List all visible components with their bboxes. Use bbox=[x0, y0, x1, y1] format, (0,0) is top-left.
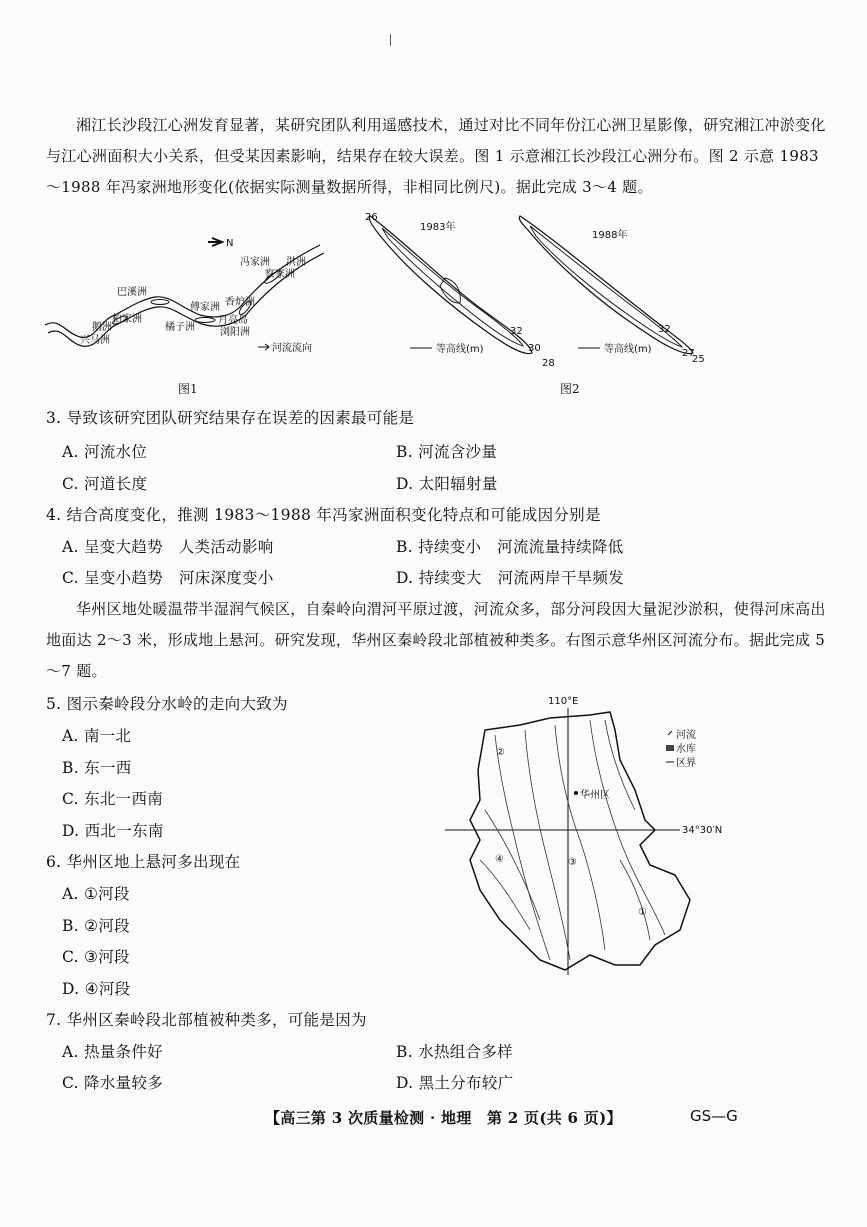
passage-1: 湘江长沙段江心洲发育显著，某研究团队利用遥感技术，通过对比不同年份江心洲卫星影像，研究湘江冲淤变化与江心洲面积大小关系，但受某因素影响，结果存在较大误差。图 1 示意湘江长沙段江心洲分布。图 2 示意 1983～1988 年冯家洲地形变化(依据实际测量数据所得，非相同比例尺)。据此完成 3～4 题。 bbox=[46, 116, 826, 196]
latitude-label: 34°30′N bbox=[682, 825, 723, 836]
contour-label: 27 bbox=[682, 348, 695, 359]
q6-option-a: A. ①河段 bbox=[62, 885, 130, 903]
island-label: 察家洲 bbox=[265, 269, 295, 280]
passage-2: 华州区地处暖温带半湿润气候区，自秦岭向渭河平原过渡，河流众多，部分河段因大量泥沙淤积，使得河床高出地面达 2～3 米，形成地上悬河。研究发现，华州区秦岭段北部植被种类多。右图示意华州区河流分布。据此完成 5～7 题。 bbox=[46, 600, 826, 680]
figure-2-caption: 图2 bbox=[560, 382, 580, 396]
question-7-stem: 7. 华州区秦岭段北部植被种类多，可能是因为 bbox=[46, 1011, 367, 1029]
contour-legend-label: 等高线(m) bbox=[604, 344, 652, 355]
island-label: 香炉洲 bbox=[225, 297, 255, 308]
marker-3: ③ bbox=[568, 857, 577, 868]
q4-option-a: A. 呈变大趋势 人类活动影响 bbox=[62, 538, 274, 556]
q4-option-c: C. 呈变小趋势 河床深度变小 bbox=[62, 569, 274, 587]
marker-4: ④ bbox=[495, 854, 504, 865]
q7-option-a: A. 热量条件好 bbox=[62, 1043, 163, 1061]
exam-code: GS—G bbox=[690, 1107, 738, 1125]
north-label: N bbox=[226, 238, 234, 249]
reservoir-legend-icon bbox=[666, 745, 674, 751]
legend-reservoir: 水库 bbox=[676, 744, 696, 755]
marker-1: ① bbox=[638, 907, 647, 918]
q5-option-c: C. 东北一西南 bbox=[62, 790, 164, 808]
contour-legend-label: 等高线(m) bbox=[436, 344, 484, 355]
island-label: 月亮岛 bbox=[218, 315, 248, 326]
figure-1-caption: 图1 bbox=[178, 382, 198, 396]
island-label: 柏家洲 bbox=[112, 314, 142, 325]
q7-option-b: B. 水热组合多样 bbox=[396, 1043, 513, 1061]
q6-option-b: B. ②河段 bbox=[62, 917, 130, 935]
north-arrow-icon bbox=[208, 238, 222, 246]
q6-option-d: D. ④河段 bbox=[62, 980, 131, 998]
legend-boundary: 区界 bbox=[676, 758, 696, 769]
q5-option-d: D. 西北一东南 bbox=[62, 822, 164, 840]
contour-label: 32 bbox=[658, 324, 671, 335]
page-mark bbox=[390, 34, 391, 46]
island-label: 鹅洲 bbox=[92, 322, 112, 333]
q3-option-b: B. 河流含沙量 bbox=[396, 443, 498, 461]
q6-option-c: C. ③河段 bbox=[62, 948, 130, 966]
contour-label: 28 bbox=[542, 358, 555, 369]
q3-option-c: C. 河道长度 bbox=[62, 475, 148, 493]
marker-2: ② bbox=[496, 747, 505, 758]
island-label: 橘子洲 bbox=[165, 322, 195, 333]
island-label: 巴溪洲 bbox=[117, 287, 147, 298]
question-6-stem: 6. 华州区地上悬河多出现在 bbox=[46, 853, 241, 871]
question-4-stem: 4. 结合高度变化，推测 1983～1988 年冯家洲面积变化特点和可能成因分别是 bbox=[46, 506, 601, 524]
q7-option-c: C. 降水量较多 bbox=[62, 1074, 164, 1092]
page-footer: 【高三第 3 次质量检测 · 地理 第 2 页(共 6 页)】 bbox=[265, 1109, 622, 1127]
contour-label: 30 bbox=[528, 343, 541, 354]
q3-option-a: A. 河流水位 bbox=[62, 443, 148, 461]
question-3-stem: 3. 导致该研究团队研究结果存在误差的因素最可能是 bbox=[46, 409, 415, 427]
legend-river: 河流 bbox=[676, 730, 696, 741]
huazhou-river-map bbox=[440, 690, 740, 990]
river-legend-icon bbox=[668, 731, 672, 735]
flow-legend-label: 河流流向 bbox=[272, 343, 312, 354]
q7-option-d: D. 黑土分布较广 bbox=[396, 1074, 514, 1092]
island-label: 浏阳洲 bbox=[220, 327, 250, 338]
question-5-stem: 5. 图示秦岭段分水岭的走向大致为 bbox=[46, 695, 288, 713]
q5-option-b: B. 东一西 bbox=[62, 759, 132, 777]
year-1983-label: 1983年 bbox=[420, 222, 456, 233]
island-label: 傅家洲 bbox=[190, 302, 220, 313]
island-label: 兴马洲 bbox=[80, 335, 110, 346]
longitude-label: 110°E bbox=[548, 696, 579, 707]
contour-label: 26 bbox=[365, 212, 378, 223]
island-label: 冯家洲 bbox=[240, 257, 270, 268]
contour-label: 32 bbox=[510, 326, 523, 337]
county-label: 华州区 bbox=[580, 790, 610, 801]
q4-option-d: D. 持续变大 河流两岸干旱频发 bbox=[396, 569, 625, 587]
q5-option-a: A. 南一北 bbox=[62, 727, 132, 745]
figure-1-island-map bbox=[40, 225, 340, 400]
contour-label: 25 bbox=[692, 354, 705, 365]
figure-2-contour-map bbox=[360, 208, 705, 373]
island-label: 洪洲 bbox=[286, 257, 306, 268]
q3-option-d: D. 太阳辐射量 bbox=[396, 475, 498, 493]
year-1988-label: 1988年 bbox=[592, 230, 628, 241]
q4-option-b: B. 持续变小 河流流量持续降低 bbox=[396, 538, 624, 556]
